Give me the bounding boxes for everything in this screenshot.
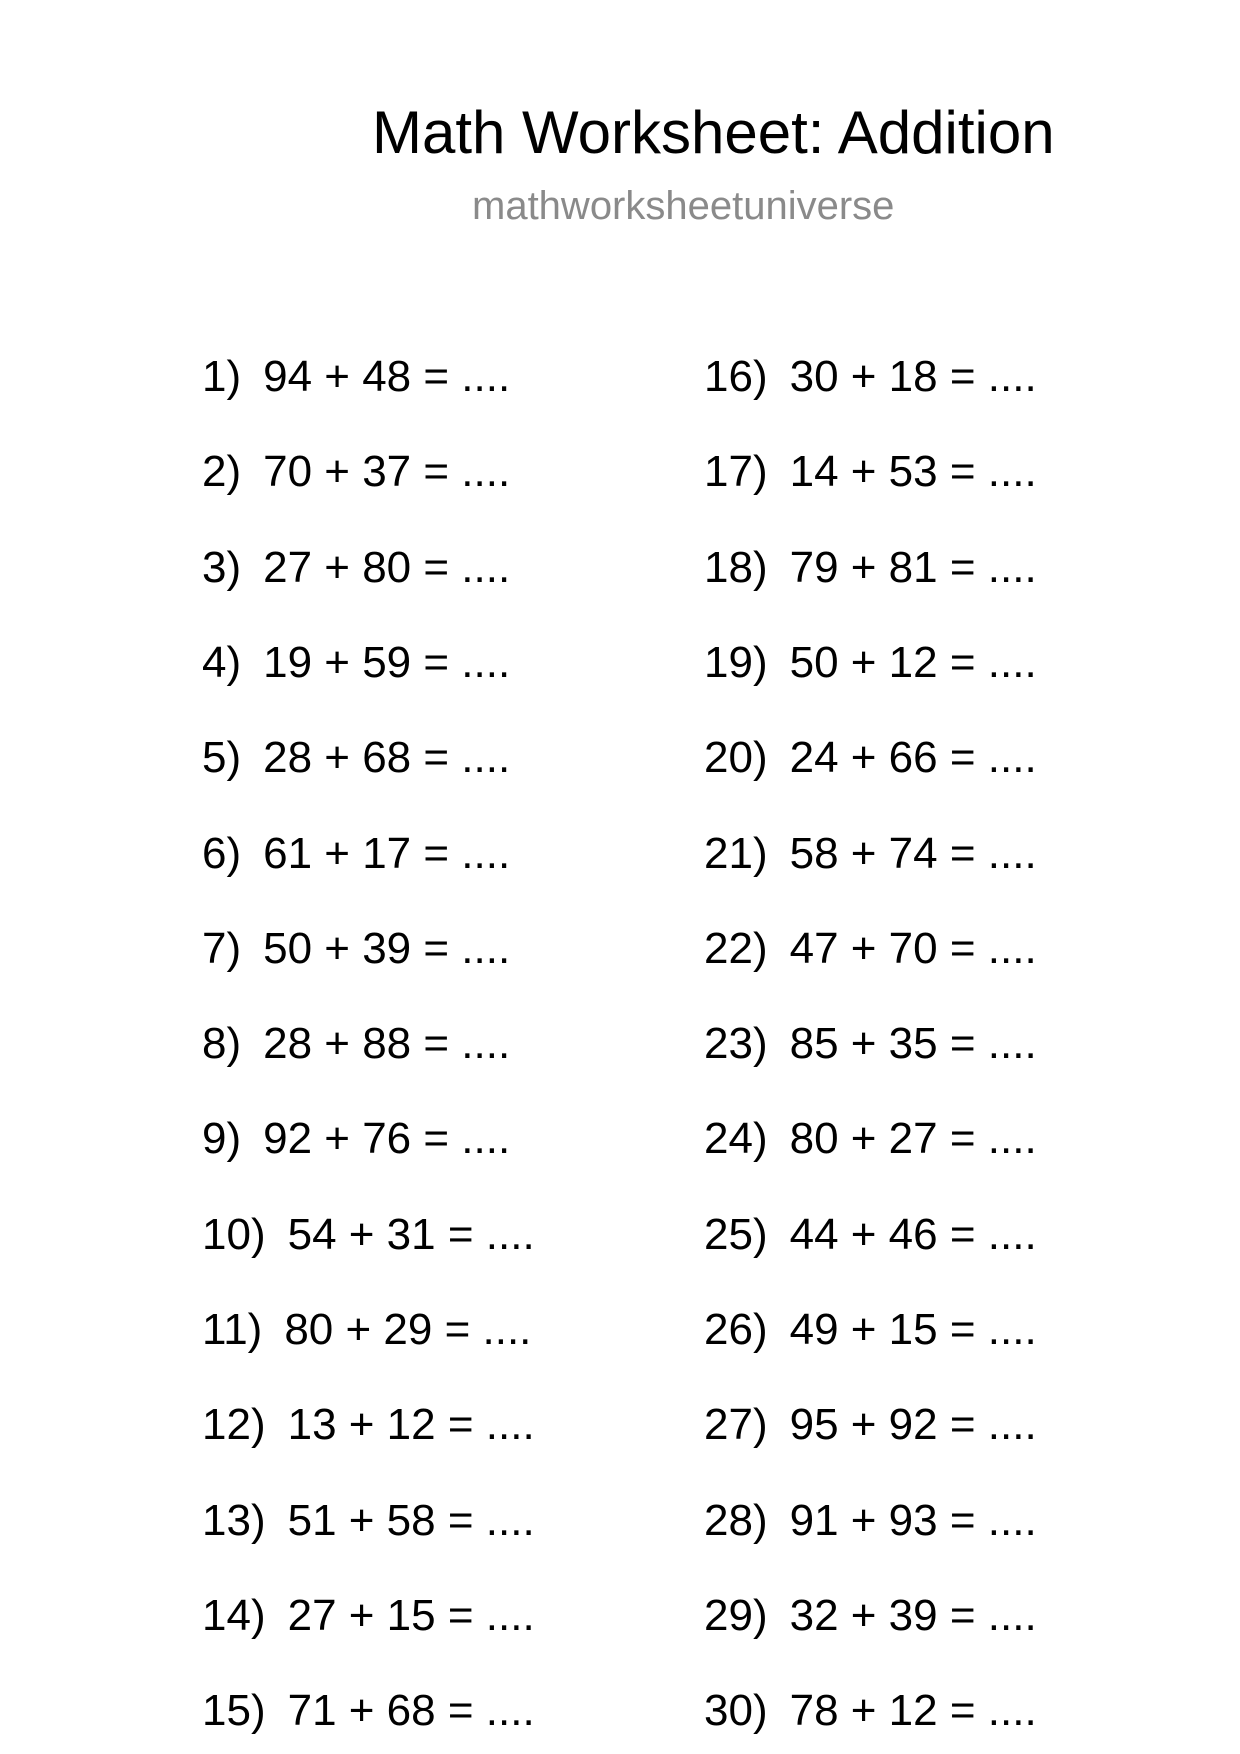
problem-number: 2)	[202, 447, 242, 497]
problem-number: 18)	[704, 542, 768, 592]
problem-expression: 51 + 58 = ....	[287, 1495, 535, 1545]
problem-expression: 71 + 68 = ....	[287, 1686, 535, 1736]
problem-expression: 91 + 93 = ....	[789, 1495, 1037, 1545]
problem-expression: 50 + 39 = ....	[263, 923, 511, 973]
problem-item	[704, 638, 1037, 688]
problem-number: 20)	[704, 733, 768, 783]
problem-number: 3)	[202, 542, 242, 592]
problem-number: 11)	[202, 1305, 263, 1354]
problem-expression: 47 + 70 = ....	[789, 923, 1037, 973]
problem-number: 15)	[202, 1686, 266, 1736]
problem-item	[704, 1591, 1037, 1641]
problem-item	[202, 829, 510, 879]
problem-number: 25)	[704, 1209, 768, 1259]
problem-item	[704, 1210, 1037, 1260]
page-title: Math Worksheet: Addition	[372, 99, 1055, 166]
problem-item	[202, 1114, 510, 1164]
problem-item	[704, 829, 1037, 879]
problem-item	[202, 1400, 535, 1450]
problem-number: 4)	[202, 637, 242, 687]
problem-expression: 14 + 53 = ....	[789, 447, 1037, 497]
problem-number: 7)	[202, 923, 242, 973]
problem-item	[704, 447, 1037, 497]
problem-expression: 54 + 31 = ....	[287, 1209, 535, 1259]
problem-item	[704, 1114, 1037, 1164]
problem-item	[202, 543, 510, 593]
problem-item	[704, 1496, 1037, 1546]
problem-number: 28)	[704, 1495, 768, 1545]
problem-number: 9)	[202, 1114, 242, 1164]
problem-number: 8)	[202, 1019, 242, 1069]
problem-expression: 95 + 92 = ....	[789, 1400, 1037, 1450]
problem-expression: 94 + 48 = ....	[263, 352, 511, 401]
problem-number: 12)	[202, 1400, 266, 1450]
problem-expression: 44 + 46 = ....	[789, 1209, 1037, 1259]
problem-expression: 70 + 37 = ....	[263, 447, 511, 497]
problem-item	[704, 1019, 1037, 1069]
problem-expression: 58 + 74 = ....	[789, 828, 1037, 878]
problem-number: 19)	[704, 637, 768, 687]
problem-number: 16)	[704, 352, 768, 401]
problem-expression: 28 + 68 = ....	[263, 733, 511, 783]
problem-expression: 80 + 27 = ....	[789, 1114, 1037, 1164]
problem-number: 22)	[704, 923, 768, 973]
problem-number: 21)	[704, 828, 768, 878]
problem-number: 27)	[704, 1400, 768, 1450]
problem-expression: 92 + 76 = ....	[263, 1114, 511, 1164]
problem-number: 24)	[704, 1114, 768, 1164]
problem-expression: 79 + 81 = ....	[789, 542, 1037, 592]
problem-expression: 13 + 12 = ....	[287, 1400, 535, 1450]
problem-expression: 50 + 12 = ....	[789, 637, 1037, 687]
problem-expression: 27 + 15 = ....	[287, 1590, 535, 1640]
problem-item	[704, 1305, 1037, 1355]
problem-expression: 80 + 29 = ....	[284, 1305, 532, 1354]
problem-expression: 61 + 17 = ....	[263, 828, 511, 878]
problem-item	[202, 733, 510, 783]
problem-item	[704, 352, 1037, 402]
problem-number: 13)	[202, 1495, 266, 1545]
problem-number: 26)	[704, 1305, 768, 1354]
problem-number: 29)	[704, 1590, 768, 1640]
problem-item	[202, 1305, 531, 1355]
problem-item	[202, 352, 510, 402]
problem-number: 30)	[704, 1686, 768, 1736]
problem-number: 10)	[202, 1209, 266, 1259]
problem-item	[202, 924, 510, 974]
problem-item	[202, 1210, 535, 1260]
problem-expression: 28 + 88 = ....	[263, 1019, 511, 1069]
problem-item	[704, 543, 1037, 593]
problem-expression: 49 + 15 = ....	[789, 1305, 1037, 1354]
problem-item	[202, 1591, 535, 1641]
problem-item	[704, 733, 1037, 783]
problem-expression: 32 + 39 = ....	[789, 1590, 1037, 1640]
problem-expression: 30 + 18 = ....	[789, 352, 1037, 401]
site-name: mathworksheetuniverse	[472, 184, 895, 228]
problem-number: 23)	[704, 1019, 768, 1069]
problem-expression: 85 + 35 = ....	[789, 1019, 1037, 1069]
problem-item	[202, 1019, 510, 1069]
problem-expression: 78 + 12 = ....	[789, 1686, 1037, 1736]
problem-expression: 19 + 59 = ....	[263, 637, 511, 687]
problem-item	[202, 1686, 535, 1736]
problem-item	[202, 638, 510, 688]
problem-number: 14)	[202, 1590, 266, 1640]
problem-expression: 27 + 80 = ....	[263, 542, 511, 592]
problem-number: 17)	[704, 447, 768, 497]
problem-item	[202, 1496, 535, 1546]
problem-number: 6)	[202, 828, 242, 878]
problem-item	[704, 1400, 1037, 1450]
problem-item	[704, 924, 1037, 974]
problem-item	[704, 1686, 1037, 1736]
problem-expression: 24 + 66 = ....	[789, 733, 1037, 783]
problem-number: 5)	[202, 733, 242, 783]
problem-item	[202, 447, 510, 497]
problem-number: 1)	[202, 352, 242, 401]
